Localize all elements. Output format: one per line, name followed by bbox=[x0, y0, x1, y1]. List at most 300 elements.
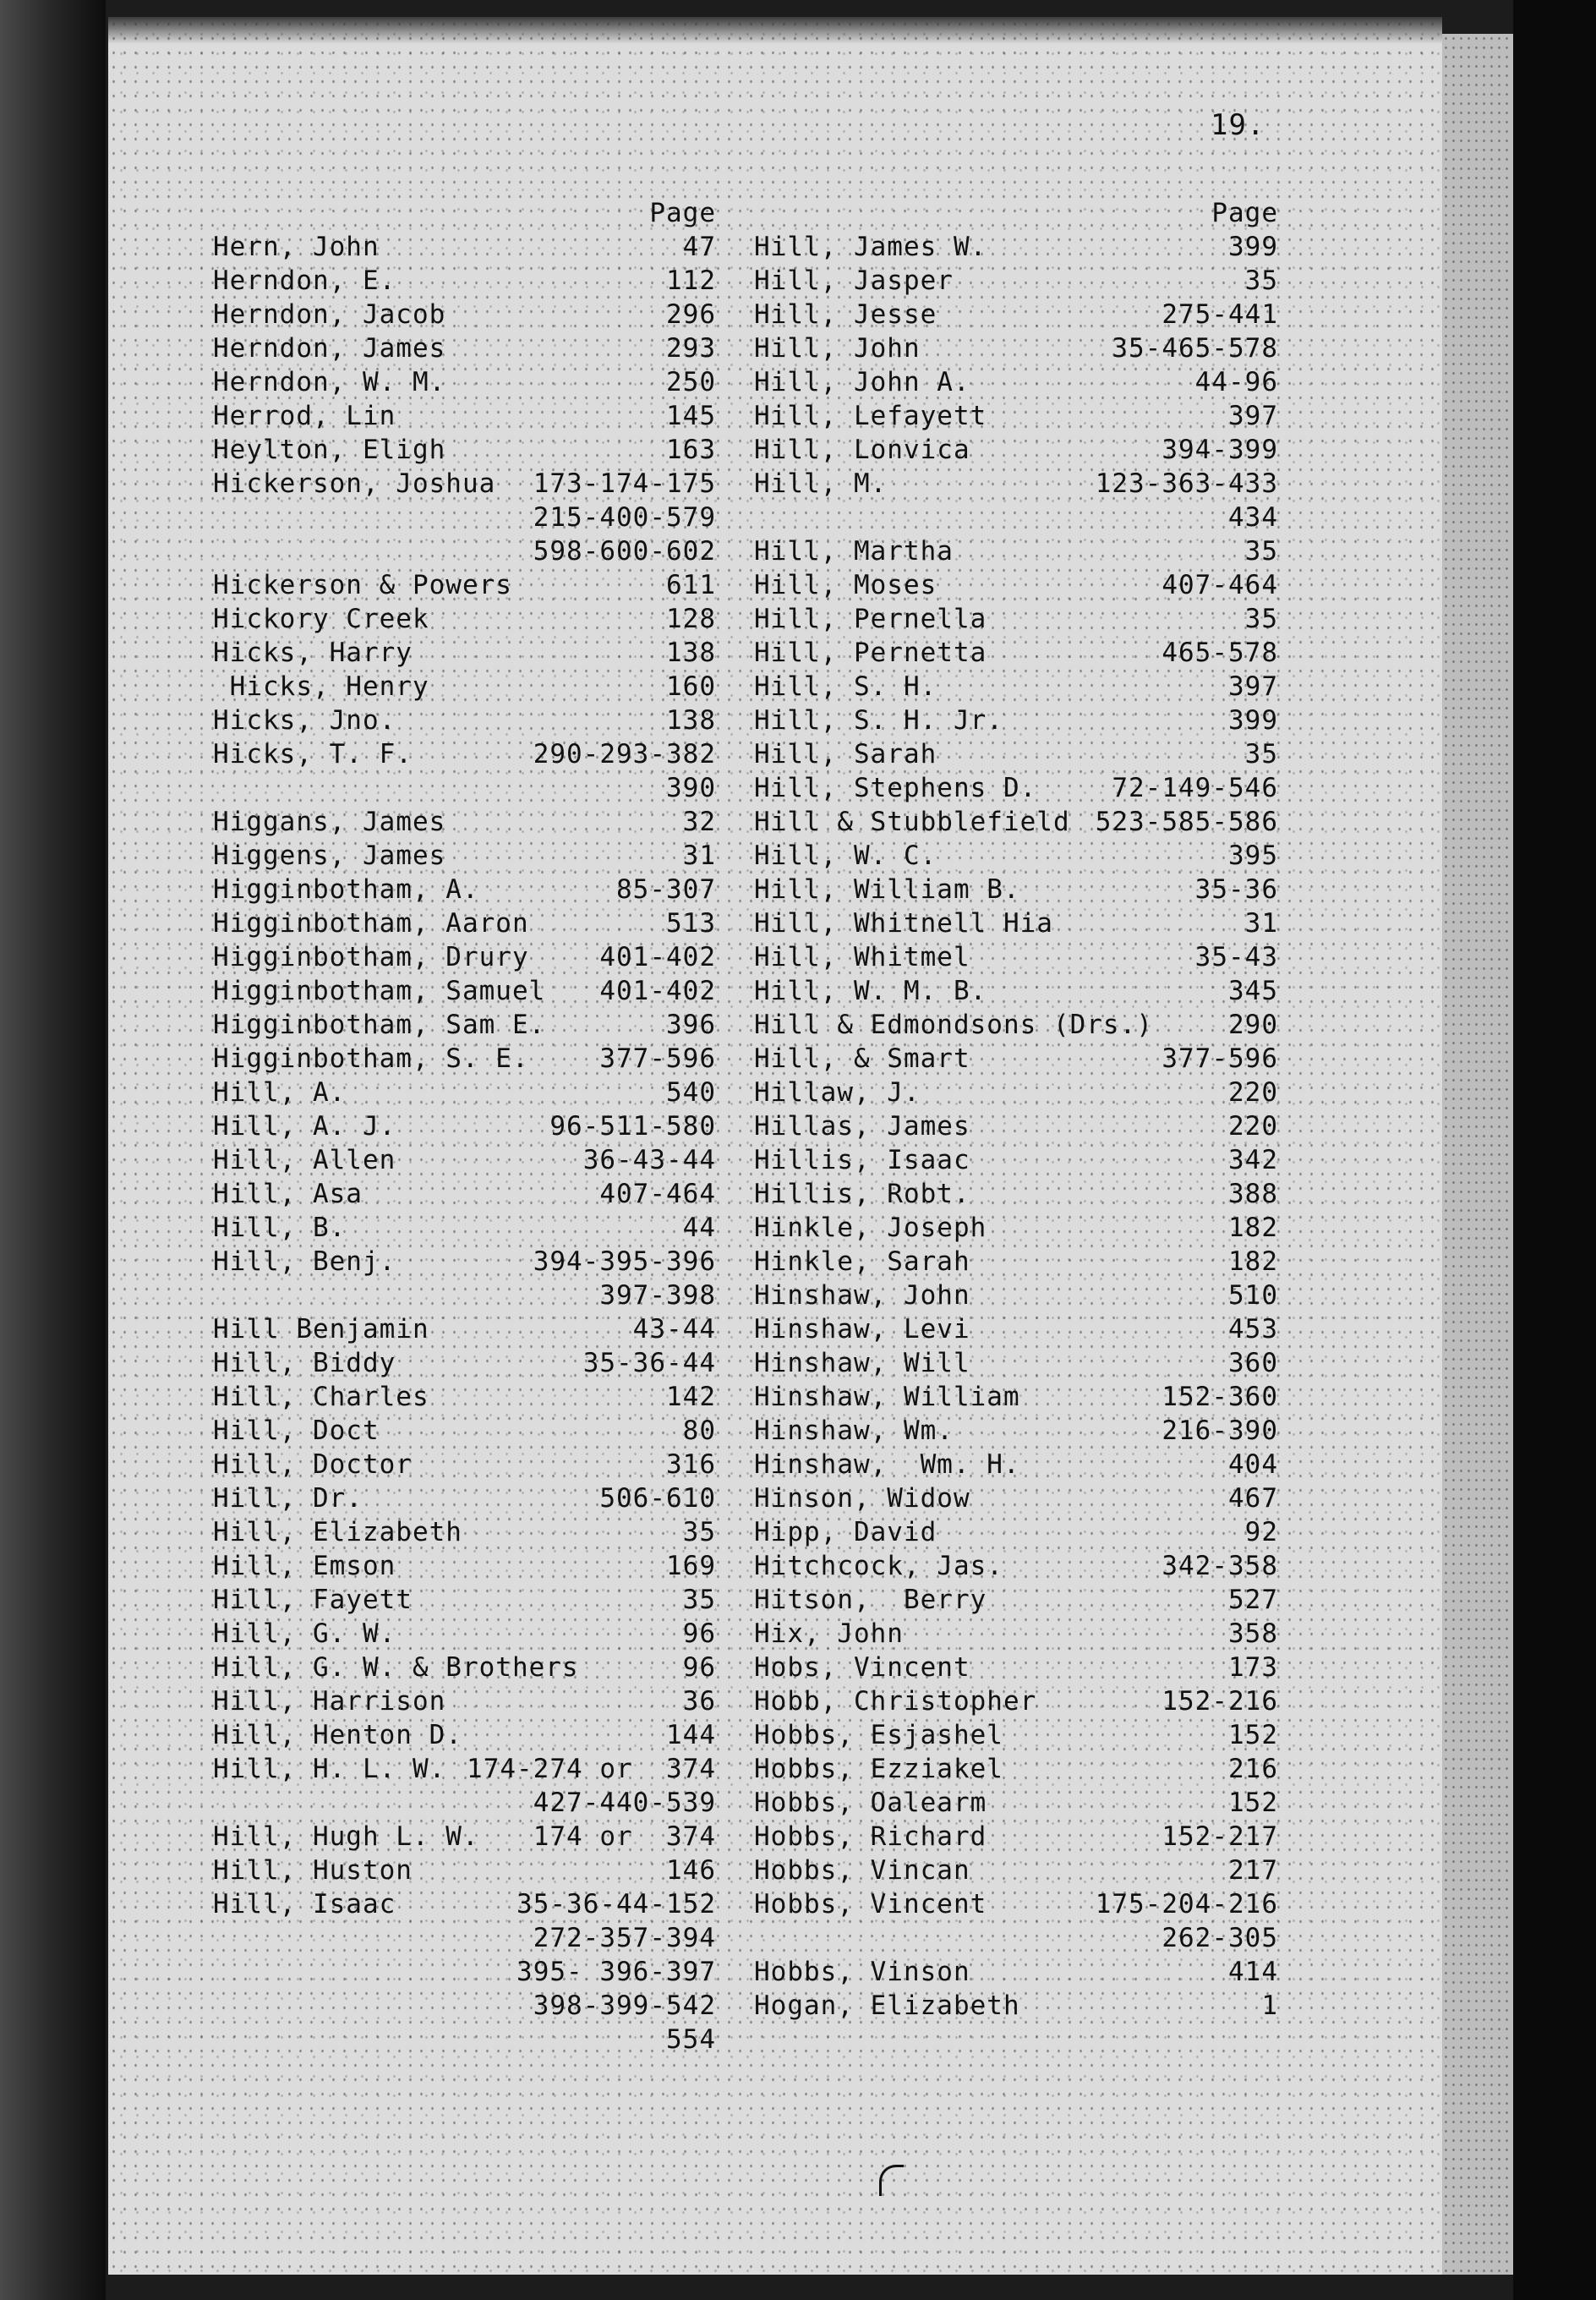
entry-name: Hill, Dr. bbox=[213, 1483, 363, 1514]
entry-name: Hobbs, Vincent bbox=[754, 1889, 987, 1919]
next-page-edge bbox=[1437, 34, 1518, 2275]
index-entry bbox=[213, 1245, 716, 1279]
index-entry bbox=[213, 974, 716, 1008]
entry-pages: 407-464 bbox=[1161, 570, 1278, 600]
entry-pages: 390 bbox=[666, 773, 716, 803]
entry-pages: 138 bbox=[666, 638, 716, 668]
index-entry bbox=[754, 501, 1278, 534]
index-entry bbox=[213, 331, 716, 365]
index-entry bbox=[213, 737, 716, 771]
entry-name: Hill, B. bbox=[213, 1213, 347, 1243]
entry-name: Hinshaw, Wm. bbox=[754, 1416, 954, 1446]
index-entry bbox=[213, 1177, 716, 1211]
entry-name: Hill, Henton D. bbox=[213, 1720, 462, 1750]
index-entry bbox=[754, 1279, 1278, 1312]
index-entry bbox=[754, 1448, 1278, 1481]
index-entry bbox=[213, 399, 716, 433]
index-entry bbox=[213, 1312, 716, 1346]
index-entry bbox=[754, 906, 1278, 940]
page-top-shadow bbox=[108, 17, 1442, 44]
entry-pages: 399 bbox=[1228, 232, 1278, 262]
entry-name: Hill, Pernella bbox=[754, 604, 987, 634]
entry-pages: 527 bbox=[1228, 1585, 1278, 1615]
entry-name: Higginbotham, Samuel bbox=[213, 976, 546, 1006]
entry-name: Hill, John A. bbox=[754, 367, 970, 397]
index-entry bbox=[213, 704, 716, 737]
entry-pages: 35-43 bbox=[1194, 942, 1278, 972]
entry-pages: 35-36-44 bbox=[582, 1348, 716, 1378]
index-entry bbox=[213, 805, 716, 839]
entry-name: Hinshaw, William bbox=[754, 1382, 1020, 1412]
entry-name: Herndon, James bbox=[213, 333, 446, 364]
entry-name: Hill, Doctor bbox=[213, 1449, 413, 1480]
entry-name: Hill, Benj. bbox=[213, 1246, 396, 1277]
index-entry bbox=[213, 365, 716, 399]
entry-pages: 397 bbox=[1228, 401, 1278, 431]
entry-pages: 394-395-396 bbox=[533, 1246, 716, 1277]
index-entry bbox=[754, 771, 1278, 805]
entry-pages: 377-596 bbox=[1161, 1043, 1278, 1074]
entry-name: Hobbs, Oalearm bbox=[754, 1788, 987, 1818]
entry-pages: 216-390 bbox=[1161, 1416, 1278, 1446]
index-entry bbox=[213, 467, 716, 501]
entry-pages: 342-358 bbox=[1161, 1551, 1278, 1581]
index-entry bbox=[213, 1008, 716, 1042]
entry-pages: 414 bbox=[1228, 1957, 1278, 1987]
entry-pages: 31 bbox=[1244, 908, 1278, 939]
index-entry bbox=[754, 298, 1278, 331]
index-entry bbox=[213, 1887, 716, 1921]
entry-pages: 453 bbox=[1228, 1314, 1278, 1344]
entry-pages: 182 bbox=[1228, 1246, 1278, 1277]
index-entry bbox=[213, 1346, 716, 1380]
index-entry bbox=[754, 1684, 1278, 1718]
entry-pages: 401-402 bbox=[599, 976, 716, 1006]
entry-name: Hill, Lonvica bbox=[754, 435, 970, 465]
entry-name: Hill, James W. bbox=[754, 232, 987, 262]
entry-name: Hill, Stephens D. bbox=[754, 773, 1037, 803]
entry-name: Hill, John bbox=[754, 333, 921, 364]
entry-name: Hitchcock, Jas. bbox=[754, 1551, 1003, 1581]
entry-name: Hill, M. bbox=[754, 468, 888, 499]
entry-name: Hill, Martha bbox=[754, 536, 954, 567]
entry-pages: 540 bbox=[666, 1077, 716, 1108]
entry-pages: 342 bbox=[1228, 1145, 1278, 1175]
index-entry bbox=[754, 399, 1278, 433]
entry-name: Hill, Huston bbox=[213, 1855, 413, 1886]
index-entry bbox=[754, 1549, 1278, 1583]
index-entry bbox=[213, 1076, 716, 1109]
entry-pages: 290 bbox=[1228, 1010, 1278, 1040]
index-entry bbox=[213, 771, 716, 805]
entry-pages: 80 bbox=[682, 1416, 716, 1446]
index-entry bbox=[754, 805, 1278, 839]
index-entry bbox=[213, 940, 716, 974]
entry-pages: 510 bbox=[1228, 1280, 1278, 1311]
index-entry bbox=[213, 1279, 716, 1312]
index-entry bbox=[213, 1549, 716, 1583]
entry-name: Hill, Pernetta bbox=[754, 638, 987, 668]
entry-pages: 598-600-602 bbox=[533, 536, 716, 567]
index-entry bbox=[213, 2023, 716, 2056]
entry-pages: 35 bbox=[682, 1585, 716, 1615]
entry-name: Hill, Charles bbox=[213, 1382, 429, 1412]
entry-name: Hillas, James bbox=[754, 1111, 970, 1142]
index-entry bbox=[213, 1921, 716, 1955]
entry-name: Hill, Elizabeth bbox=[213, 1517, 462, 1547]
entry-pages: 407-464 bbox=[599, 1179, 716, 1209]
entry-pages: 173 bbox=[1228, 1652, 1278, 1683]
entry-pages: 215-400-579 bbox=[533, 502, 716, 533]
entry-pages: 146 bbox=[666, 1855, 716, 1886]
pencil-mark bbox=[879, 2165, 904, 2196]
index-entry bbox=[754, 839, 1278, 873]
entry-pages: 554 bbox=[666, 2024, 716, 2055]
entry-name: Hill, Moses bbox=[754, 570, 937, 600]
index-entry bbox=[213, 1718, 716, 1752]
entry-name: Hillis, Isaac bbox=[754, 1145, 970, 1175]
index-entry bbox=[754, 1211, 1278, 1245]
entry-name: Hickory Creek bbox=[213, 604, 429, 634]
entry-name: Hill, G. W. bbox=[213, 1618, 396, 1649]
index-entry bbox=[213, 1684, 716, 1718]
entry-name: Hillis, Robt. bbox=[754, 1179, 970, 1209]
index-entry bbox=[213, 636, 716, 670]
entry-pages: 35-36 bbox=[1194, 874, 1278, 905]
entry-pages: 43-44 bbox=[632, 1314, 716, 1344]
index-entry bbox=[754, 1515, 1278, 1549]
index-entry bbox=[754, 940, 1278, 974]
page-number: 19. bbox=[1211, 108, 1265, 142]
index-entry bbox=[213, 1955, 716, 1989]
right-entry-list bbox=[754, 230, 1278, 2023]
left-page-header: Page bbox=[649, 198, 716, 228]
entry-name: Hinson, Widow bbox=[754, 1483, 970, 1514]
entry-name: Hill, Fayett bbox=[213, 1585, 413, 1615]
entry-name: Hill, S. H. Jr. bbox=[754, 705, 1003, 736]
entry-pages: 1 bbox=[1261, 1991, 1278, 2021]
index-entry bbox=[754, 1617, 1278, 1651]
index-entry bbox=[754, 331, 1278, 365]
index-entry bbox=[213, 1854, 716, 1887]
entry-pages: 272-357-394 bbox=[533, 1923, 716, 1953]
index-entry bbox=[754, 264, 1278, 298]
index-entry bbox=[213, 298, 716, 331]
entry-pages: 316 bbox=[666, 1449, 716, 1480]
entry-name: Hill, Jesse bbox=[754, 299, 937, 330]
entry-pages: 401-402 bbox=[599, 942, 716, 972]
entry-name: Hogan, Elizabeth bbox=[754, 1991, 1020, 2021]
entry-name: Herndon, W. M. bbox=[213, 367, 446, 397]
entry-pages: 388 bbox=[1228, 1179, 1278, 1209]
index-entry bbox=[754, 1008, 1278, 1042]
index-entry bbox=[754, 602, 1278, 636]
entry-name: Hill, Doct bbox=[213, 1416, 380, 1446]
entry-pages: 35 bbox=[1244, 536, 1278, 567]
entry-name: Hicks, Harry bbox=[213, 638, 413, 668]
entry-pages: 35-36-44-152 bbox=[517, 1889, 716, 1919]
entry-pages: 35 bbox=[1244, 739, 1278, 769]
entry-name: Hern, John bbox=[213, 232, 380, 262]
index-entry bbox=[213, 433, 716, 467]
entry-name: Higginbotham, Drury bbox=[213, 942, 529, 972]
entry-pages: 175-204-216 bbox=[1095, 1889, 1278, 1919]
entry-pages: 112 bbox=[666, 266, 716, 296]
entry-name: Higgans, James bbox=[213, 807, 446, 837]
index-entry bbox=[213, 1042, 716, 1076]
index-entry bbox=[754, 230, 1278, 264]
entry-name: Hickerson, Joshua bbox=[213, 468, 496, 499]
index-entry bbox=[754, 534, 1278, 568]
index-entry bbox=[754, 365, 1278, 399]
entry-pages: 72-149-546 bbox=[1112, 773, 1278, 803]
entry-name: Hill, W. C. bbox=[754, 841, 937, 871]
entry-pages: 275-441 bbox=[1161, 299, 1278, 330]
index-entry bbox=[754, 1583, 1278, 1617]
entry-name: Hill, Lefayett bbox=[754, 401, 987, 431]
index-entry bbox=[754, 568, 1278, 602]
entry-pages: 152 bbox=[1228, 1788, 1278, 1818]
entry-pages: 96 bbox=[682, 1618, 716, 1649]
entry-pages: 35 bbox=[1244, 604, 1278, 634]
entry-pages: 395- 396-397 bbox=[517, 1957, 716, 1987]
entry-name: Hill, Whitmel bbox=[754, 942, 970, 972]
entry-pages: 85-307 bbox=[616, 874, 716, 905]
entry-name: Hill, Isaac bbox=[213, 1889, 396, 1919]
entry-pages: 44-96 bbox=[1194, 367, 1278, 397]
index-entry bbox=[213, 230, 716, 264]
index-entry bbox=[754, 1921, 1278, 1955]
entry-name: Hobbs, Richard bbox=[754, 1821, 987, 1852]
entry-name: Hinshaw, Wm. H. bbox=[754, 1449, 1020, 1480]
entry-name: Hill & Edmondsons (Drs.) bbox=[754, 1010, 1153, 1040]
index-entry bbox=[754, 1481, 1278, 1515]
index-entry bbox=[213, 264, 716, 298]
entry-pages: 35 bbox=[1244, 266, 1278, 296]
index-entry bbox=[213, 501, 716, 534]
index-entry bbox=[213, 1583, 716, 1617]
entry-name: Hill, Asa bbox=[213, 1179, 363, 1209]
entry-name: Hill, Allen bbox=[213, 1145, 396, 1175]
entry-name: Hobbs, Ezziakel bbox=[754, 1754, 1003, 1784]
index-entry bbox=[213, 1380, 716, 1414]
entry-pages: 35-465-578 bbox=[1112, 333, 1278, 364]
entry-pages: 32 bbox=[682, 807, 716, 837]
entry-name: Hobb, Christopher bbox=[754, 1686, 1037, 1717]
entry-pages: 467 bbox=[1228, 1483, 1278, 1514]
entry-pages: 152-217 bbox=[1161, 1821, 1278, 1852]
entry-name: Higginbotham, A. bbox=[213, 874, 479, 905]
entry-name: Herrod, Lin bbox=[213, 401, 396, 431]
entry-name: Hill, H. L. W. bbox=[213, 1754, 446, 1784]
entry-pages: 160 bbox=[666, 671, 716, 702]
index-entry bbox=[213, 1752, 716, 1786]
binding-shadow-left bbox=[0, 0, 106, 2300]
index-entry bbox=[754, 974, 1278, 1008]
index-entry bbox=[213, 1786, 716, 1820]
entry-pages: 398-399-542 bbox=[533, 1991, 716, 2021]
entry-pages: 31 bbox=[682, 841, 716, 871]
entry-pages: 36-43-44 bbox=[582, 1145, 716, 1175]
entry-pages: 174 or 374 bbox=[533, 1821, 716, 1852]
entry-pages: 358 bbox=[1228, 1618, 1278, 1649]
index-entry bbox=[754, 1989, 1278, 2023]
entry-pages: 152 bbox=[1228, 1720, 1278, 1750]
entry-name: Hobbs, Esjashel bbox=[754, 1720, 1003, 1750]
entry-pages: 220 bbox=[1228, 1077, 1278, 1108]
entry-pages: 399 bbox=[1228, 705, 1278, 736]
entry-name: Higginbotham, Aaron bbox=[213, 908, 529, 939]
index-entry bbox=[213, 1515, 716, 1549]
index-entry bbox=[754, 1887, 1278, 1921]
entry-name: Hobbs, Vinson bbox=[754, 1957, 970, 1987]
entry-name: Hill, Sarah bbox=[754, 739, 937, 769]
index-entry bbox=[754, 1109, 1278, 1143]
entry-pages: 262-305 bbox=[1161, 1923, 1278, 1953]
entry-pages: 182 bbox=[1228, 1213, 1278, 1243]
entry-pages: 217 bbox=[1228, 1855, 1278, 1886]
index-entry bbox=[754, 1245, 1278, 1279]
index-entry bbox=[754, 1651, 1278, 1684]
entry-pages: 92 bbox=[1244, 1517, 1278, 1547]
entry-name: Hill, William B. bbox=[754, 874, 1020, 905]
entry-pages: 138 bbox=[666, 705, 716, 736]
entry-pages: 96-511-580 bbox=[549, 1111, 716, 1142]
entry-pages: 293 bbox=[666, 333, 716, 364]
index-entry bbox=[213, 1109, 716, 1143]
index-entry bbox=[754, 670, 1278, 704]
entry-pages: 174-274 or 374 bbox=[467, 1754, 716, 1784]
entry-name: Hill, Harrison bbox=[213, 1686, 446, 1717]
index-entry bbox=[213, 1448, 716, 1481]
entry-name: Hickerson & Powers bbox=[213, 570, 512, 600]
index-entry bbox=[213, 1820, 716, 1854]
entry-pages: 163 bbox=[666, 435, 716, 465]
entry-name: Hill, Emson bbox=[213, 1551, 396, 1581]
entry-name: Hobs, Vincent bbox=[754, 1652, 970, 1683]
right-page-header: Page bbox=[1211, 198, 1278, 228]
entry-name: Hill, G. W. & Brothers bbox=[213, 1652, 579, 1683]
entry-pages: 395 bbox=[1228, 841, 1278, 871]
entry-pages: 173-174-175 bbox=[533, 468, 716, 499]
index-entry bbox=[213, 534, 716, 568]
index-entry bbox=[213, 1617, 716, 1651]
entry-pages: 152-216 bbox=[1161, 1686, 1278, 1717]
index-entry bbox=[754, 1346, 1278, 1380]
entry-name: Herndon, Jacob bbox=[213, 299, 446, 330]
entry-pages: 506-610 bbox=[599, 1483, 716, 1514]
entry-name: Hicks, Henry bbox=[213, 671, 429, 702]
index-entry bbox=[754, 737, 1278, 771]
entry-pages: 220 bbox=[1228, 1111, 1278, 1142]
entry-name: Hill, & Smart bbox=[754, 1043, 970, 1074]
entry-pages: 216 bbox=[1228, 1754, 1278, 1784]
index-entry bbox=[754, 1718, 1278, 1752]
entry-pages: 611 bbox=[666, 570, 716, 600]
entry-name: Hinshaw, Levi bbox=[754, 1314, 970, 1344]
entry-name: Hipp, David bbox=[754, 1517, 937, 1547]
index-entry bbox=[754, 1380, 1278, 1414]
entry-name: Hicks, Jno. bbox=[213, 705, 396, 736]
entry-pages: 144 bbox=[666, 1720, 716, 1750]
index-entry bbox=[213, 1143, 716, 1177]
entry-name: Hill, S. H. bbox=[754, 671, 937, 702]
entry-name: Hix, John bbox=[754, 1618, 904, 1649]
index-entry bbox=[754, 873, 1278, 906]
index-entry bbox=[754, 1076, 1278, 1109]
entry-pages: 465-578 bbox=[1161, 638, 1278, 668]
entry-pages: 128 bbox=[666, 604, 716, 634]
entry-name: Hill Benjamin bbox=[213, 1314, 429, 1344]
entry-name: Hinshaw, John bbox=[754, 1280, 970, 1311]
entry-pages: 169 bbox=[666, 1551, 716, 1581]
entry-name: Hitson, Berry bbox=[754, 1585, 987, 1615]
entry-pages: 123-363-433 bbox=[1095, 468, 1278, 499]
index-entry bbox=[754, 1414, 1278, 1448]
entry-name: Hill & Stubblefield bbox=[754, 807, 1070, 837]
index-entry bbox=[213, 568, 716, 602]
index-entry bbox=[754, 636, 1278, 670]
entry-pages: 145 bbox=[666, 401, 716, 431]
index-entry bbox=[754, 1854, 1278, 1887]
entry-pages: 397 bbox=[1228, 671, 1278, 702]
index-entry bbox=[213, 670, 716, 704]
entry-name: Hill, A. bbox=[213, 1077, 347, 1108]
entry-pages: 96 bbox=[682, 1652, 716, 1683]
entry-name: Hill, Whitnell Hia bbox=[754, 908, 1053, 939]
entry-name: Heylton, Eligh bbox=[213, 435, 446, 465]
entry-name: Hinshaw, Will bbox=[754, 1348, 970, 1378]
background-right bbox=[1513, 0, 1596, 2300]
index-entry bbox=[213, 873, 716, 906]
entry-name: Herndon, E. bbox=[213, 266, 396, 296]
index-entry bbox=[754, 1312, 1278, 1346]
entry-pages: 396 bbox=[666, 1010, 716, 1040]
entry-name: Hinkle, Sarah bbox=[754, 1246, 970, 1277]
entry-name: Hillaw, J. bbox=[754, 1077, 921, 1108]
entry-pages: 397-398 bbox=[599, 1280, 716, 1311]
entry-pages: 434 bbox=[1228, 502, 1278, 533]
entry-pages: 47 bbox=[682, 232, 716, 262]
entry-pages: 142 bbox=[666, 1382, 716, 1412]
entry-pages: 152-360 bbox=[1161, 1382, 1278, 1412]
entry-pages: 394-399 bbox=[1161, 435, 1278, 465]
entry-pages: 35 bbox=[682, 1517, 716, 1547]
entry-pages: 290-293-382 bbox=[533, 739, 716, 769]
index-entry bbox=[213, 906, 716, 940]
index-entry bbox=[754, 704, 1278, 737]
entry-name: Hill, Jasper bbox=[754, 266, 954, 296]
left-entry-list bbox=[213, 230, 716, 2056]
index-entry bbox=[754, 1042, 1278, 1076]
entry-pages: 250 bbox=[666, 367, 716, 397]
index-entry bbox=[754, 467, 1278, 501]
index-entry bbox=[213, 1481, 716, 1515]
index-entry bbox=[213, 1414, 716, 1448]
entry-name: Hill, Hugh L. W. bbox=[213, 1821, 479, 1852]
index-entry bbox=[754, 1786, 1278, 1820]
entry-name: Hicks, T. F. bbox=[213, 739, 413, 769]
index-entry bbox=[213, 839, 716, 873]
entry-pages: 404 bbox=[1228, 1449, 1278, 1480]
entry-pages: 377-596 bbox=[599, 1043, 716, 1074]
index-entry bbox=[213, 1651, 716, 1684]
entry-pages: 36 bbox=[682, 1686, 716, 1717]
index-entry bbox=[754, 1177, 1278, 1211]
entry-pages: 513 bbox=[666, 908, 716, 939]
entry-name: Hill, W. M. B. bbox=[754, 976, 987, 1006]
index-entry bbox=[213, 602, 716, 636]
